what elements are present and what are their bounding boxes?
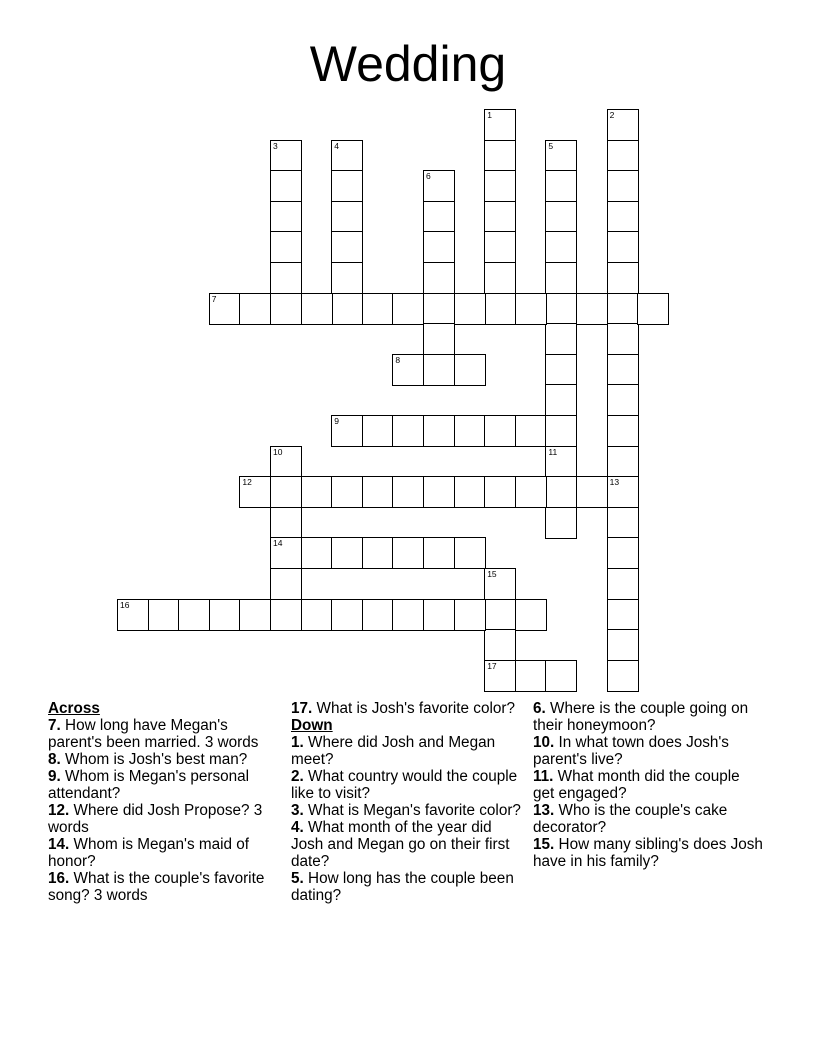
grid-cell[interactable]: [545, 415, 577, 447]
grid-cell[interactable]: [484, 109, 516, 141]
grid-cell[interactable]: [331, 170, 363, 202]
clue-number: 11: [548, 446, 558, 457]
grid-cell[interactable]: [454, 537, 486, 569]
grid-cell[interactable]: [637, 293, 669, 325]
grid-cell[interactable]: [362, 537, 394, 569]
grid-cell[interactable]: [607, 507, 639, 539]
down-clue: 10. In what town does Josh's parent's live?: [533, 734, 729, 768]
grid-cell[interactable]: [209, 599, 241, 631]
grid-cell[interactable]: [576, 293, 608, 325]
down-clue: 1. Where did Josh and Megan meet?: [291, 734, 496, 768]
across-clue: 14. Whom is Megan's maid of honor?: [48, 836, 250, 870]
grid-cell[interactable]: [607, 568, 639, 600]
grid-cell[interactable]: [454, 476, 486, 508]
clue-number: 15: [487, 569, 497, 579]
grid-cell[interactable]: [423, 170, 455, 202]
grid-cell[interactable]: [484, 170, 516, 202]
across-heading: Across: [48, 700, 100, 717]
grid-cell[interactable]: [270, 231, 302, 263]
grid-cell[interactable]: [484, 476, 516, 508]
grid-cell[interactable]: [331, 262, 363, 294]
grid-cell[interactable]: [515, 660, 547, 692]
grid-cell[interactable]: [331, 140, 363, 172]
grid-cell[interactable]: [209, 293, 241, 325]
grid-cell[interactable]: [454, 354, 486, 386]
grid-cell[interactable]: [301, 599, 333, 631]
down-heading: Down: [291, 717, 333, 734]
grid-cell[interactable]: [545, 660, 577, 692]
grid-cell[interactable]: [178, 599, 210, 631]
grid-cell[interactable]: [515, 476, 547, 508]
grid-cell[interactable]: [607, 599, 639, 631]
grid-cell[interactable]: [607, 323, 639, 355]
grid-cell[interactable]: [545, 384, 577, 416]
grid-cell[interactable]: [484, 568, 516, 600]
grid-cell[interactable]: [423, 354, 455, 386]
grid-cell[interactable]: [454, 599, 486, 631]
grid-cell[interactable]: [362, 415, 394, 447]
grid-cell[interactable]: [270, 293, 302, 325]
grid-cell[interactable]: [392, 599, 424, 631]
grid-cell[interactable]: [484, 629, 516, 661]
grid-cell[interactable]: [607, 231, 639, 263]
grid-cell[interactable]: [331, 201, 363, 233]
grid-cell[interactable]: [576, 476, 608, 508]
across-clue: 9. Whom is Megan's personal attendant?: [48, 768, 250, 802]
clues-column-1: [48, 700, 278, 904]
grid-cell[interactable]: [270, 537, 302, 569]
grid-cell[interactable]: [545, 476, 577, 508]
grid-cell[interactable]: [239, 293, 271, 325]
grid-cell[interactable]: [239, 599, 271, 631]
down-clue: 4. What month of the year did Josh and Megan go on their first date?: [291, 819, 510, 870]
clue-number: 1: [487, 110, 492, 120]
grid-cell[interactable]: [607, 170, 639, 202]
grid-cell[interactable]: [423, 293, 455, 325]
grid-cell[interactable]: [392, 537, 424, 569]
grid-cell[interactable]: [148, 599, 180, 631]
grid-cell[interactable]: [392, 415, 424, 447]
grid-cell[interactable]: [545, 201, 577, 233]
grid-cell[interactable]: [515, 293, 547, 325]
grid-cell[interactable]: [484, 231, 516, 263]
puzzle-title: Wedding: [309, 36, 507, 92]
clue-number: 12: [242, 477, 252, 488]
clue-number: 9: [334, 416, 339, 426]
clue-number: 7: [211, 293, 217, 304]
grid-cell[interactable]: [423, 415, 455, 447]
grid-cell[interactable]: [423, 537, 455, 569]
grid-cell[interactable]: [117, 599, 149, 631]
clue-number: 3: [273, 140, 278, 151]
grid-cell[interactable]: [545, 354, 577, 386]
grid-cell[interactable]: [607, 446, 639, 478]
down-clue: 6. Where is the couple going on their honeymoon?: [533, 700, 749, 734]
grid-cell[interactable]: [239, 476, 271, 508]
grid-cell[interactable]: [545, 262, 577, 294]
clue-number: 10: [273, 446, 283, 457]
grid-cell[interactable]: [607, 354, 639, 386]
grid-cell[interactable]: [270, 507, 302, 539]
grid-cell[interactable]: [545, 170, 577, 202]
grid-cell[interactable]: [331, 415, 363, 447]
grid-cell[interactable]: [607, 293, 639, 325]
grid-cell[interactable]: [301, 476, 333, 508]
grid-cell[interactable]: [423, 599, 455, 631]
grid-cell[interactable]: [270, 446, 302, 478]
grid-cell[interactable]: [331, 476, 363, 508]
grid-cell[interactable]: [270, 201, 302, 233]
grid-cell[interactable]: [484, 293, 516, 325]
clues-column-2: [291, 700, 521, 904]
clue-number: 14: [273, 538, 283, 549]
grid-cell[interactable]: [484, 599, 516, 631]
grid-cell[interactable]: [423, 323, 455, 355]
grid-cell[interactable]: [301, 293, 333, 325]
down-clue: 11. What month did the couple get engaged?: [533, 768, 740, 802]
grid-cell[interactable]: [331, 293, 363, 325]
grid-cell[interactable]: [545, 231, 577, 263]
grid-cell[interactable]: [607, 415, 639, 447]
clue-number: 8: [395, 354, 401, 365]
clue-number: 4: [334, 140, 339, 151]
grid-cell[interactable]: [331, 231, 363, 263]
grid-cell[interactable]: [607, 140, 639, 172]
grid-cell[interactable]: [607, 629, 639, 661]
grid-cell[interactable]: [270, 170, 302, 202]
grid-cell[interactable]: [362, 599, 394, 631]
across-clue: 17. What is Josh's favorite color?: [291, 700, 515, 717]
clue-number: 16: [120, 599, 130, 610]
clue-number: 6: [426, 171, 431, 182]
grid-cell[interactable]: [515, 415, 547, 447]
clue-number: 13: [609, 477, 620, 488]
down-clue: 2. What country would the couple like to visit?: [291, 768, 518, 802]
clues-column-3: [533, 700, 763, 870]
grid-cell[interactable]: [392, 293, 424, 325]
grid-cell[interactable]: [607, 109, 639, 141]
grid-cell[interactable]: [607, 660, 639, 692]
grid-cell[interactable]: [362, 476, 394, 508]
grid-cell[interactable]: [270, 140, 302, 172]
grid-cell[interactable]: [607, 201, 639, 233]
down-clue: 5. How long has the couple been dating?: [291, 870, 514, 904]
grid-cell[interactable]: [392, 476, 424, 508]
grid-cell[interactable]: [331, 599, 363, 631]
grid-cell[interactable]: [545, 507, 577, 539]
down-clue: 3. What is Megan's favorite color?: [291, 802, 521, 819]
grid-cell[interactable]: [423, 231, 455, 263]
grid-cell[interactable]: [484, 140, 516, 172]
grid-cell[interactable]: [392, 354, 424, 386]
grid-cell[interactable]: [423, 476, 455, 508]
clue-number: 2: [609, 110, 615, 120]
down-clue: 15. How many sibling's does Josh have in his family?: [533, 836, 763, 870]
grid-cell[interactable]: [515, 599, 547, 631]
clue-number: 17: [487, 660, 497, 671]
grid-cell[interactable]: [270, 262, 302, 294]
grid-cell[interactable]: [607, 384, 639, 416]
grid-cell[interactable]: [331, 537, 363, 569]
grid-cell[interactable]: [607, 262, 639, 294]
grid-cell[interactable]: [545, 140, 577, 172]
grid-cell[interactable]: [545, 446, 577, 478]
grid-cell[interactable]: [454, 293, 486, 325]
across-clue: 12. Where did Josh Propose? 3 words: [48, 802, 263, 836]
grid-cell[interactable]: [545, 323, 577, 355]
across-clue: 8. Whom is Josh's best man?: [48, 751, 248, 768]
across-clue: 7. How long have Megan's parent's been married. 3 words: [48, 717, 259, 751]
across-clue: 16. What is the couple's favorite song? 3 words: [48, 870, 265, 904]
grid-cell[interactable]: [454, 415, 486, 447]
grid-cell[interactable]: [423, 262, 455, 294]
grid-cell[interactable]: [362, 293, 394, 325]
grid-cell[interactable]: [270, 568, 302, 600]
grid-cell[interactable]: [545, 293, 577, 325]
grid-cell[interactable]: [301, 537, 333, 569]
grid-cell[interactable]: [484, 262, 516, 294]
grid-cell[interactable]: [484, 415, 516, 447]
grid-cell[interactable]: [270, 476, 302, 508]
grid-cell[interactable]: [607, 537, 639, 569]
grid-cell[interactable]: [270, 599, 302, 631]
grid-cell[interactable]: [484, 201, 516, 233]
down-clue: 13. Who is the couple's cake decorator?: [533, 802, 728, 836]
clue-number: 5: [548, 140, 554, 151]
grid-cell[interactable]: [607, 476, 639, 508]
grid-cell[interactable]: [423, 201, 455, 233]
grid-cell[interactable]: [484, 660, 516, 692]
